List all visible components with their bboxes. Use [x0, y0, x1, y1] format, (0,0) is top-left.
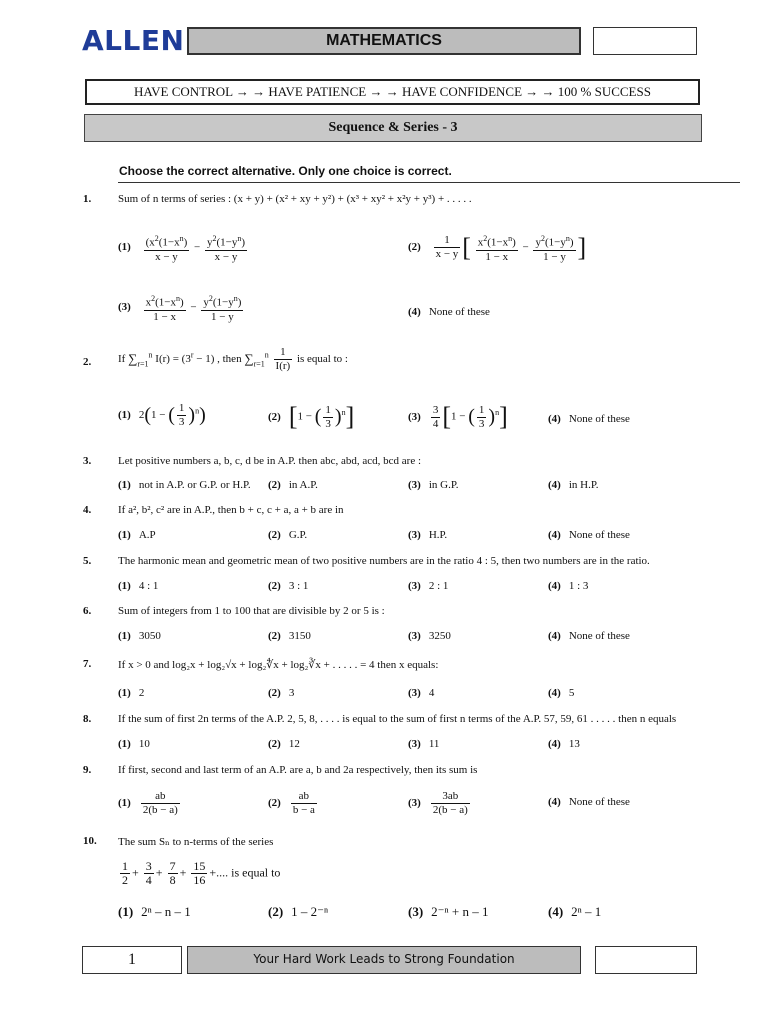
series-expression: $\frac{1}{2}$ + $\frac{3}{4}$ + $\frac{7}{8}$ + $\frac{15}{16}$ +.... is equal to	[122, 859, 281, 887]
option-1[interactable]: (1) $\frac{ab}{2(b - a)}$	[118, 790, 178, 816]
question-number: 1.	[83, 193, 92, 205]
option-4[interactable]: (4) None of these	[548, 796, 630, 808]
option-4[interactable]: (4) None of these	[408, 306, 490, 318]
option-2[interactable]: (2) in A.P.	[268, 479, 318, 491]
question-text: If first, second and last term of an A.P. are a, b and 2a respectively, then its sum is	[118, 764, 478, 776]
question-text: If $\sum_{r=1}^n$ $I(r) = (3^r - 1)$ , then $\sum_{r=1}^n$ $\frac{1}{I(r)}$ is equal to :	[118, 346, 348, 372]
option-2[interactable]: (2) [1 − ( $\frac{1}{3}$ )$^n$]	[268, 402, 355, 431]
question-number: 5.	[83, 555, 92, 567]
question-text: The harmonic mean and geometric mean of two positive numbers are in the ratio 4 : 5, then two numbers are in the ratio.	[118, 555, 650, 567]
question-number: 3.	[83, 455, 92, 467]
option-4[interactable]: (4) 13	[548, 738, 580, 750]
question-number: 10.	[83, 835, 97, 847]
option-3[interactable]: (3) $\frac{3ab}{2(b - a)}$	[408, 790, 468, 816]
option-1[interactable]: (1) 10	[118, 738, 150, 750]
page-number: 1	[82, 946, 182, 974]
question-text: Sum of n terms of series : (x + y) + (x² + xy + y²) + (x³ + xy² + x²y + y³) + . . . . .	[118, 193, 472, 205]
option-4[interactable]: (4) 1 : 3	[548, 580, 589, 592]
option-3[interactable]: (3) 3250	[408, 630, 451, 642]
option-3[interactable]: (3) 2⁻ⁿ + n – 1	[408, 904, 489, 919]
option-3[interactable]: (3) in G.P.	[408, 479, 459, 491]
question-number: 2.	[83, 356, 92, 368]
header-empty-box	[593, 27, 697, 55]
question-text: If x > 0 and log₂x + log₂√x + log₂∜x + log₂∛x + . . . . . = 4 then x equals:	[118, 659, 439, 671]
section-title: Sequence & Series - 3	[84, 114, 702, 142]
option-4[interactable]: (4) None of these	[548, 413, 630, 425]
option-4[interactable]: (4) None of these	[548, 630, 630, 642]
option-3[interactable]: (3) $\frac{x^2(1-x^n)}{1 - x}$ − $\frac{y^2(1-y^n)}{1 - y}$	[118, 294, 242, 323]
footer-empty-box	[595, 946, 697, 974]
question-text: Sum of integers from 1 to 100 that are divisible by 2 or 5 is :	[118, 605, 385, 617]
question-text: If a², b², c² are in A.P., then b + c, c + a, a + b are in	[118, 504, 344, 516]
allen-logo: ALLEN	[82, 24, 185, 57]
option-3[interactable]: (3) H.P.	[408, 529, 448, 541]
option-1[interactable]: (1) 3050	[118, 630, 161, 642]
option-2[interactable]: (2) 3150	[268, 630, 311, 642]
option-1[interactable]: (1) 2ⁿ – n – 1	[118, 904, 191, 919]
option-1[interactable]: (1) not in A.P. or G.P. or H.P.	[118, 479, 251, 491]
option-1[interactable]: (1) A.P	[118, 529, 156, 541]
instruction-text: Choose the correct alternative. Only one choice is correct.	[119, 164, 452, 178]
question-text: The sum Sₙ to n-terms of the series	[118, 836, 274, 848]
option-2[interactable]: (2) 12	[268, 738, 300, 750]
subject-banner: MATHEMATICS	[187, 27, 581, 55]
question-number: 6.	[83, 605, 92, 617]
question-text: If the sum of first 2n terms of the A.P. 2, 5, 8, . . . . is equal to the sum of first n terms of the A.P. 57, 59, 61 . . . . . then n equals	[118, 713, 677, 725]
option-1[interactable]: (1) 2	[118, 687, 145, 699]
option-4[interactable]: (4) 2ⁿ – 1	[548, 904, 602, 919]
option-3[interactable]: (3) 2 : 1	[408, 580, 449, 592]
option-4[interactable]: (4) 5	[548, 687, 575, 699]
option-4[interactable]: (4) None of these	[548, 529, 630, 541]
option-2[interactable]: (2) $\frac{ab}{b - a}$	[268, 790, 315, 816]
footer-tagline: Your Hard Work Leads to Strong Foundation	[187, 946, 581, 974]
option-3[interactable]: (3) 11	[408, 738, 440, 750]
option-1[interactable]: (1) 2(1 − ( $\frac{1}{3}$ )$^n$)	[118, 402, 206, 428]
option-2[interactable]: (2) 3 : 1	[268, 580, 309, 592]
question-number: 4.	[83, 504, 92, 516]
series-expression: (x + y) + (x² + xy + y²) + (x³ + xy² + x²y + y³) + . . . . .	[233, 193, 472, 205]
motto-box: HAVE CONTROL → → HAVE PATIENCE → → HAVE CONFIDENCE → → 100 % SUCCESS	[85, 79, 700, 105]
option-2[interactable]: (2) G.P.	[268, 529, 308, 541]
question-number: 9.	[83, 764, 92, 776]
option-1[interactable]: (1) $\frac{(x^2(1-x^n)}{x - y}$ − $\frac{y^2(1-y^n)}{x - y}$	[118, 234, 246, 263]
option-2[interactable]: (2) $\frac{1}{x - y}$ [ $\frac{x^2(1-x^n)}{1 - x}$ − $\frac{y^2(1-y^n)}{1 - y}$ ]	[408, 232, 587, 263]
question-number: 8.	[83, 713, 92, 725]
option-2[interactable]: (2) 3	[268, 687, 295, 699]
option-4[interactable]: (4) in H.P.	[548, 479, 599, 491]
question-number: 7.	[83, 658, 92, 670]
question-text: Let positive numbers a, b, c, d be in A.P. then abc, abd, acd, bcd are :	[118, 455, 422, 467]
option-3[interactable]: (3) 4	[408, 687, 435, 699]
option-2[interactable]: (2) 1 – 2⁻ⁿ	[268, 904, 329, 919]
divider	[118, 182, 740, 183]
option-3[interactable]: (3) $\frac{3}{4}$ [1 − ( $\frac{1}{3}$ )$^n$]	[408, 402, 508, 431]
option-1[interactable]: (1) 4 : 1	[118, 580, 159, 592]
